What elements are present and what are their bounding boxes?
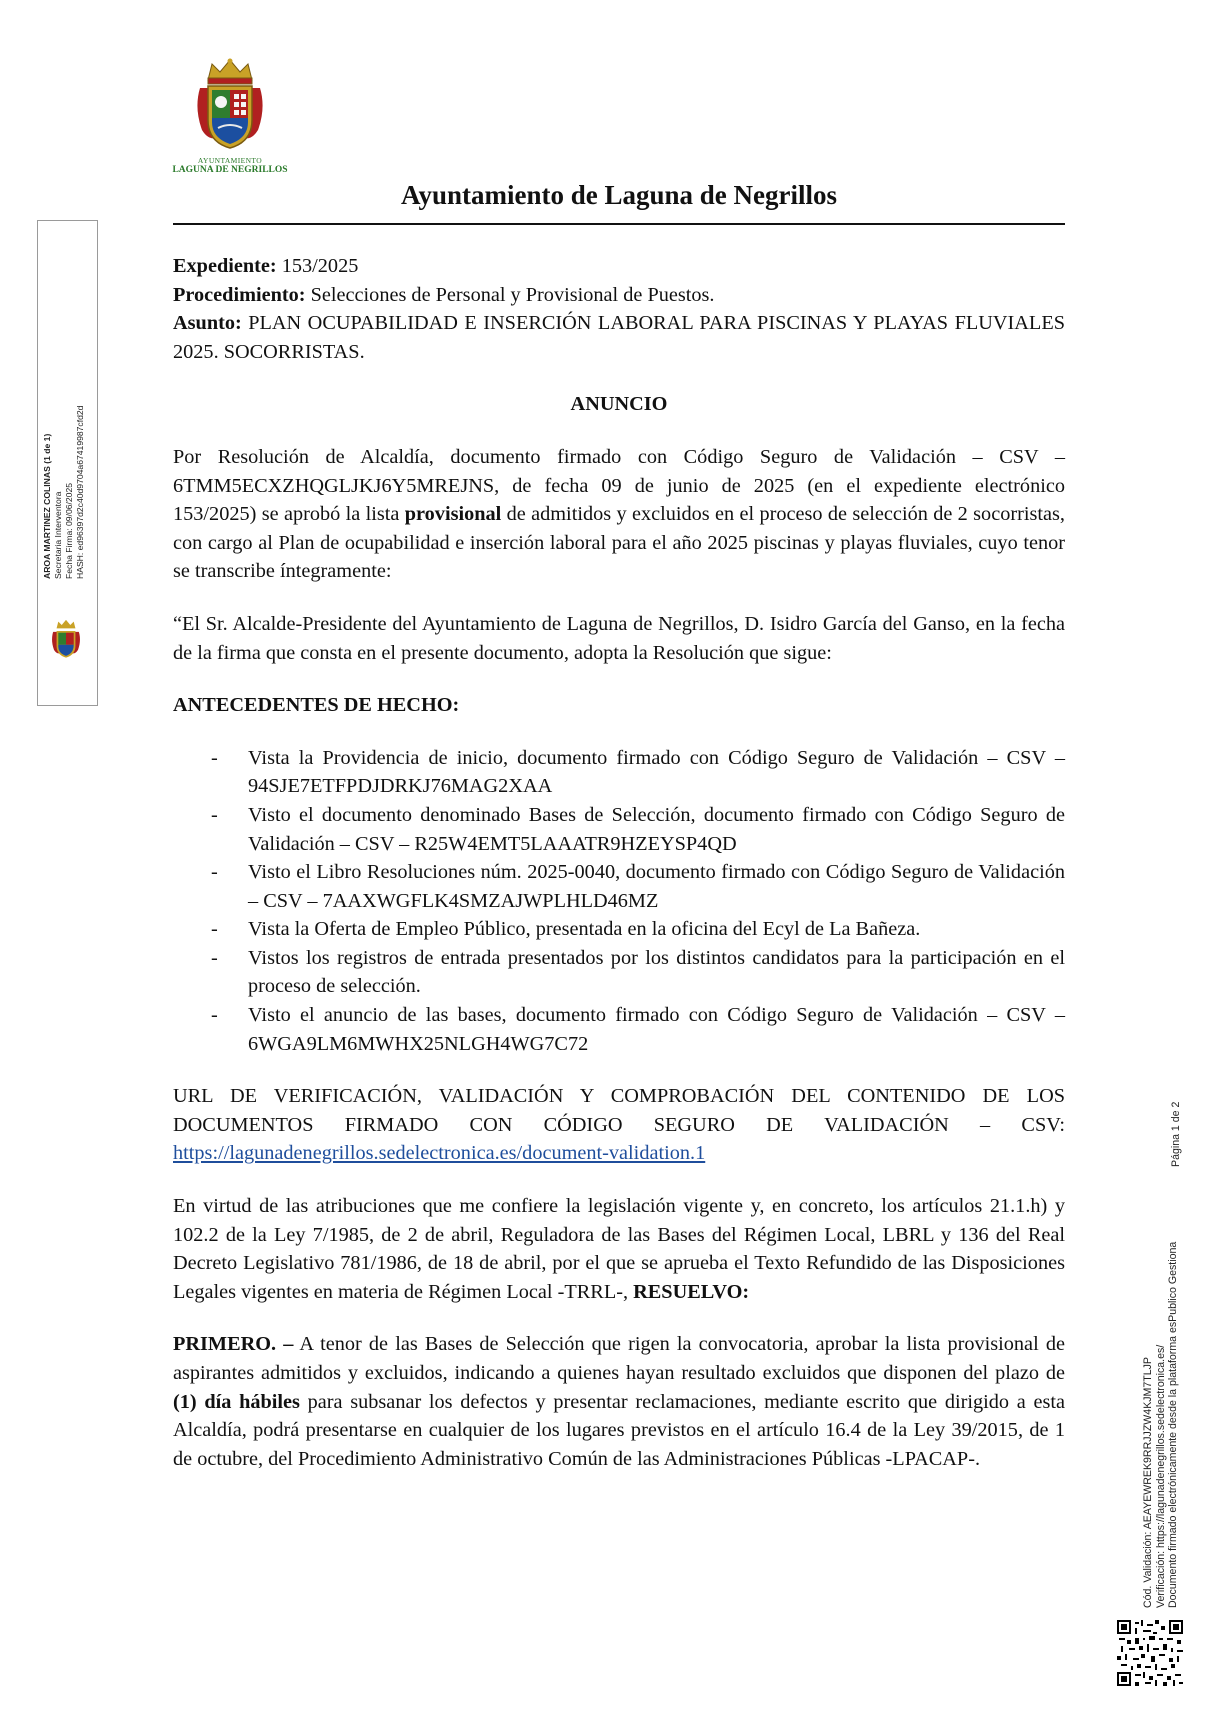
list-dash: - <box>211 1004 218 1027</box>
validation-url: Verificación: https://lagunadenegrillos.sedelectronica.es/ <box>1154 1344 1167 1608</box>
title-divider <box>173 223 1065 225</box>
list-item-text: Vista la Providencia de inicio, documento firmado con Código Seguro de Validación – CSV – 94SJE7ETFPDJDRKJ76MAG2XAA <box>248 746 1065 798</box>
antecedentes-list <box>173 744 1065 1059</box>
list-dash: - <box>211 946 218 969</box>
intro-bold: provisional <box>404 503 502 526</box>
list-dash: - <box>211 918 218 941</box>
url-paragraph-text: URL DE VERIFICACIÓN, VALIDACIÓN Y COMPROBACIÓN DEL CONTENIDO DE LOS DOCUMENTOS FIRMADO CON CÓDIGO SEGURO DE VALIDACIÓN – CSV: <box>173 1085 1065 1136</box>
intro-text-end: de admitidos y excluidos en el proceso de selección de 2 socorristas, con cargo al Plan de ocupabilidad e inserción laboral para el año 2025 piscinas y playas fluviales, cuyo tenor se transcribe íntegramente: <box>173 503 1065 583</box>
signer-role: Secretaria Interventora <box>53 491 63 579</box>
signature-date: Fecha Firma: 09/06/2025 <box>64 482 74 579</box>
list-item-text: Visto el Libro Resoluciones núm. 2025-0040, documento firmado con Código Seguro de Validación – CSV – 7AAXWGFLK4SMZAJWPLHLD46MZ <box>248 861 1065 912</box>
list-item-text: Vistos los registros de entrada presentados por los distintos candidatos para la participación en el proceso de selección. <box>248 946 1065 998</box>
procedimiento-line <box>173 281 1065 310</box>
url-paragraph <box>173 1082 1065 1168</box>
asunto-value: PLAN OCUPABILIDAD E INSERCIÓN LABORAL PARA PISCINAS Y PLAYAS FLUVIALES 2025. SOCORRISTAS. <box>173 312 1065 363</box>
list-item <box>173 858 1065 915</box>
primero-paragraph <box>173 1330 1065 1473</box>
intro-text: Por Resolución de Alcaldía, documento firmado con Código Seguro de Validación – CSV – 6TMM5ECXZHQGLJKJ6Y5MREJNS, de fecha 09 de junio de 2025 (en el expediente electrónico 153/2025) se aprobó la lista <box>173 445 1065 526</box>
list-item-text: Visto el anuncio de las bases, documento firmado con Código Seguro de Validación – CSV – 6WGA9LM6MWHX25NLGH4WG7C72 <box>248 1004 1065 1055</box>
anuncio-heading: ANUNCIO <box>570 393 668 416</box>
intro-paragraph <box>173 443 1065 586</box>
primero-label: PRIMERO. – <box>173 1333 294 1356</box>
coat-of-arms-icon <box>194 58 266 156</box>
municipal-crest <box>170 58 290 178</box>
list-dash: - <box>211 803 218 826</box>
crest-caption-line2: LAGUNA DE NEGRILLOS <box>172 165 288 175</box>
antecedentes-heading: ANTECEDENTES DE HECHO: <box>173 694 460 717</box>
seal-icon <box>45 619 87 661</box>
expediente-line <box>173 252 1065 281</box>
primero-bold: (1) día hábiles <box>173 1390 300 1413</box>
page-title: Ayuntamiento de Laguna de Negrillos <box>400 180 838 210</box>
list-item-text: Vista la Oferta de Empleo Público, presentada en la oficina del Ecyl de La Bañeza. <box>248 918 921 941</box>
validation-code: Cód. Validación: AEAYEWREK9RRJJZW4KJM7TLJP <box>1142 1357 1154 1608</box>
signature-hash: HASH: ed96397d2c40d9704a67419987cfd2d <box>75 405 85 579</box>
quote-intro: “El Sr. Alcalde-Presidente del Ayuntamiento de Laguna de Negrillos, D. Isidro García del Ganso, en la fecha de la firma que consta en el presente documento, adopta la Resolución que sigue: <box>173 612 1065 664</box>
validation-platform: Documento firmado electrónicamente desde la plataforma esPublico Gestiona <box>1167 1241 1180 1608</box>
signature-stamp <box>37 220 98 706</box>
procedimiento-label: Procedimiento: <box>173 283 306 306</box>
verification-link[interactable]: https://lagunadenegrillos.sedelectronica.es/document-validation.1 <box>173 1142 706 1165</box>
list-item <box>173 744 1065 801</box>
signature-info <box>42 249 98 579</box>
primero-text: A tenor de las Bases de Selección que rigen la convocatoria, aprobar la lista provisional de aspirantes admitidos y excluidos, indicando a quienes hayan resultado excluidos que disponen del plazo de <box>173 1333 1065 1384</box>
expediente-value: 153/2025 <box>281 255 359 277</box>
list-item <box>173 915 1065 944</box>
asunto-label: Asunto: <box>173 312 242 335</box>
list-item-text: Visto el documento denominado Bases de Selección, documento firmado con Código Seguro de Validación – CSV – R25W4EMT5LAAATR9HZEYSP4QD <box>248 803 1065 855</box>
resuelvo-label: RESUELVO: <box>633 1280 750 1303</box>
signer-name: AROA MARTINEZ COLINAS (1 de 1) <box>42 433 52 579</box>
list-dash: - <box>211 746 218 769</box>
list-item <box>173 1001 1065 1058</box>
list-item <box>173 944 1065 1001</box>
virtud-paragraph <box>173 1192 1065 1306</box>
qr-code-icon <box>1117 1620 1183 1686</box>
primero-text-end: para subsanar los defectos y presentar reclamaciones, mediante escrito que dirigido a esta Alcaldía, podrá presentarse en cualquier de los lugares previstos en el artículo 16.4 de la Ley 39/2015, de 1 de octubre, del Procedimiento Administrativo Común de las Administraciones Públicas -LPACAP-. <box>173 1390 1065 1470</box>
asunto-line <box>173 309 1065 366</box>
virtud-text: En virtud de las atribuciones que me confiere la legislación vigente y, en concreto, los artículos 21.1.h) y 102.2 de la Ley 7/1985, de 2 de abril, Reguladora de las Bases del Régimen Local, LBRL y 136 del Real Decreto Legislativo 781/1986, de 18 de abril, por el que se aprueba el Texto Refundido de las Disposiciones Legales vigentes en materia de Régimen Local -TRRL-, <box>173 1195 1065 1303</box>
document-body <box>173 252 1065 1473</box>
list-dash: - <box>211 861 218 884</box>
procedimiento-value: Selecciones de Personal y Provisional de Puestos. <box>310 283 715 306</box>
crest-caption-line1: AYUNTAMIENTO <box>197 156 263 165</box>
expediente-label: Expediente: <box>173 255 277 277</box>
page-number: Página 1 de 2 <box>1170 1101 1182 1167</box>
list-item <box>173 801 1065 858</box>
